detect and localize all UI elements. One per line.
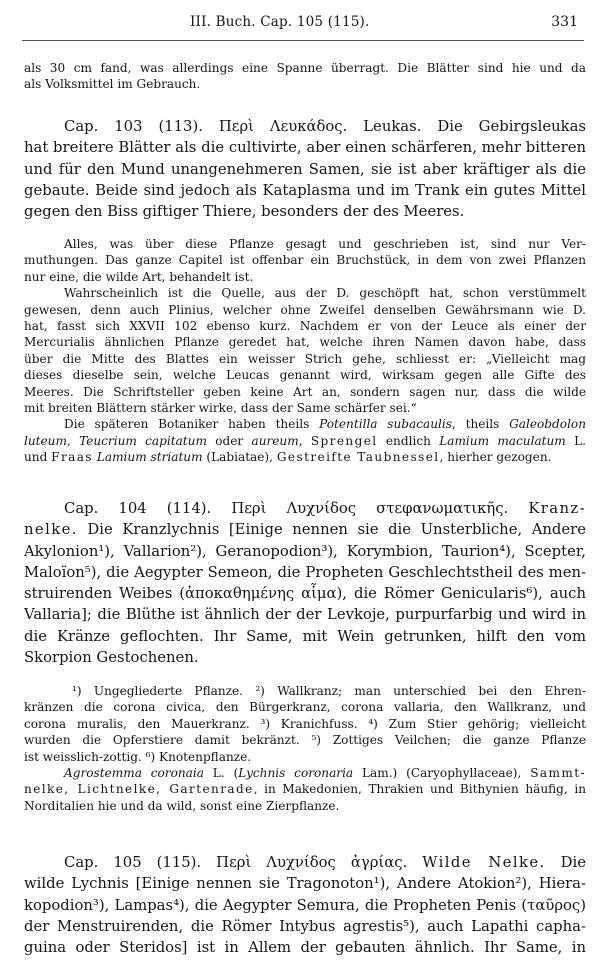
common-name: nelke, Lichtnelke, Gartenrade — [24, 782, 254, 797]
text-line: Akylonion¹), Vallarion²), Geranopodion³), Korymbion, Taurion⁴), Scepter, — [24, 542, 586, 560]
text-line: guina oder Steridos] ist in Allem der gebauten ähnlich. Ihr Same, in — [24, 939, 586, 957]
text-line: und Fraas Lamium striatum (Labiatae), Gestreifte Taubnessel, hierher gezogen. — [24, 450, 552, 465]
common-name: Gestreifte Taubnessel — [276, 450, 440, 465]
text-line: Vallaria]; die Blüthe ist ähnlich der der Levkoje, purpurfarbig und wird in — [24, 606, 586, 624]
common-name: nelke. — [24, 521, 78, 539]
text-line: die Kränze geflochten. Ihr Same, mit Wein getrunken, hilft den vom — [24, 627, 586, 645]
taxon-name: Lamium maculatum — [439, 433, 566, 448]
text-line: mit breiten Blättern stärker wirke, dass der Same schärfer sei.“ — [24, 401, 417, 416]
text-line: wilde Lychnis [Einige nennen sie Tragonoton¹), Andere Atokion²), Hiera- — [24, 875, 586, 893]
author-name: Fraas — [51, 450, 93, 465]
footnote-line: ¹) Ungegliederte Pflanze. ²) Wallkranz; man unterschied bei den Ehren- — [72, 684, 586, 698]
text-line: Norditalien hie und da wild, sonst eine Zierpflanze. — [24, 798, 340, 813]
chapter-103-commentary — [24, 236, 586, 466]
footnote-line: ist weisslich-zottig. ⁶) Knotenpflanze. — [24, 749, 252, 764]
text-line: Die späteren Botaniker haben theils Potentilla subacaulis, theils Galeobdolon — [64, 417, 586, 432]
text-line: und für den Mund unangenehmeren Samen, sie ist aber kräftiger als die — [24, 160, 586, 178]
taxon-name: Potentilla subacaulis — [319, 417, 452, 432]
footnote-line: corona muralis, den Mauerkranz. ³) Kranichfuss. ⁴) Zum Stier gehörig; vielleicht — [24, 716, 586, 731]
text-line: Skorpion Gestochenen. — [24, 649, 199, 667]
header-title: III. Buch. Cap. 105 (115). — [190, 14, 370, 30]
text-line: hat breitere Blätter als die cultivirte, aber einen schärferen, mehr bitteren — [24, 139, 586, 157]
taxon-name: aureum — [251, 433, 299, 448]
common-name: Kranz- — [528, 500, 586, 517]
chapter-104-text — [24, 498, 586, 668]
chapter-105-text — [24, 852, 586, 958]
text-line: Maloïon⁵), die Aegypter Semeon, die Propheten Geschlechtstheil des men- — [24, 563, 586, 581]
text-line: über die Mitte des Blattes ein weisser Strich gehe, schliesst er: „Vielleicht mag — [24, 351, 586, 366]
text-line: Alles, was über diese Pflanze gesagt und geschrieben ist, sind nur Ver- — [64, 237, 586, 251]
text-line: luteum, Teucrium capitatum oder aureum, Sprengel endlich Lamium maculatum L. — [24, 433, 586, 448]
text-line: gebaute. Beide sind jedoch als Kataplasma und im Trank ein gutes Mittel — [24, 181, 586, 199]
text-line: als Volksmittel im Gebrauch. — [24, 77, 201, 92]
text-line: nur eine, die wilde Art, behandelt ist. — [24, 269, 254, 284]
text-line: kopodion³), Lampas⁴), die Aegypter Semura, die Propheten Penis (ταῦρος) — [24, 896, 586, 914]
text-line: nelke, Lichtnelke, Gartenrade, in Makedonien, Thrakien und Bithynien häufig, in — [24, 782, 586, 797]
text-line: Meeres. Die Schriftsteller geben keine Art an, sondern sagen nur, dass die wilde — [24, 384, 586, 399]
text-line: gegen den Biss giftiger Thiere, besonders der des Meeres. — [24, 203, 465, 221]
footnote-line: kränzen die corona civica, den Bürgerkranz, corona vallaria, den Wallkranz, und — [24, 700, 586, 715]
text-line: der Menstruirenden, die Römer Intybus agrestis⁵), auch Lapathi capha- — [24, 917, 586, 935]
taxon-name: Lamium striatum — [96, 450, 203, 465]
common-name: Wilde Nelke. — [422, 854, 546, 871]
text-line: Mercurialis ähnlichen Pflanze geredet hat, welche ihren Namen davon habe, dass — [24, 335, 586, 350]
page-number: 331 — [551, 14, 578, 30]
author-name: Sprengel — [310, 433, 378, 448]
common-name: Sammt- — [530, 766, 586, 781]
chapter-104-footnotes — [24, 683, 586, 814]
header-rule — [22, 40, 584, 41]
footnote-line: wurden die Opferstiere damit bekränzt. ⁵) Zottiges Veilchen; die ganze Pflanze — [24, 733, 586, 748]
taxon-name: luteum, Teucrium capitatum — [24, 433, 207, 448]
text-line: muthungen. Das ganze Capitel ist offenbar ein Bruchstück, in dem von zwei Pflanzen — [24, 253, 586, 268]
text-line: struirenden Weibes (ἀποκαθημένης αἷμα), die Römer Genicularis⁶), auch — [24, 585, 586, 603]
text-line: Agrostemma coronaia L. (Lychnis coronaria Lam.) (Caryophyllaceae), Sammt- — [64, 766, 586, 781]
chapter-105-heading-line: Cap. 105 (115). Περὶ Λυχνίδος ἀγρίας. Wilde Nelke. Die — [64, 854, 586, 871]
text-line: nelke. Die Kranzlychnis [Einige nennen sie die Unsterbliche, Andere — [24, 521, 586, 539]
chapter-103-heading-line: Cap. 103 (113). Περὶ Λευκάδος. Leukas. Die Gebirgsleukas — [64, 118, 586, 135]
chapter-103-text — [24, 116, 586, 222]
text-line: hat, fasst sich XXVII 102 ebenso kurz. Nachdem er von der Leuce als einer der — [24, 319, 586, 334]
text-line: Wahrscheinlich ist die Quelle, aus der D. geschöpft hat, schon verstümmelt — [64, 286, 586, 301]
taxon-name: Lychnis coronaria — [238, 766, 354, 781]
text-line: dieses dieselbe sein, welche Leucas genannt wird, wirksam gegen alle Gifte des — [24, 368, 586, 383]
running-header — [40, 14, 584, 36]
taxon-name: Agrostemma coronaia — [64, 766, 204, 781]
intro-paragraph — [24, 60, 586, 93]
text-line: als 30 cm fand, was allerdings eine Spanne überragt. Die Blätter sind hie und da — [24, 61, 586, 75]
text-line: gewesen, denn auch Plinius, welcher ohne Zweifel denselben Gewährsmann wie D. — [24, 302, 586, 317]
chapter-104-heading-line: Cap. 104 (114). Περὶ Λυχνίδος στεφανωματικῆς. Kranz- — [64, 500, 586, 517]
taxon-name: Galeobdolon — [509, 417, 586, 432]
